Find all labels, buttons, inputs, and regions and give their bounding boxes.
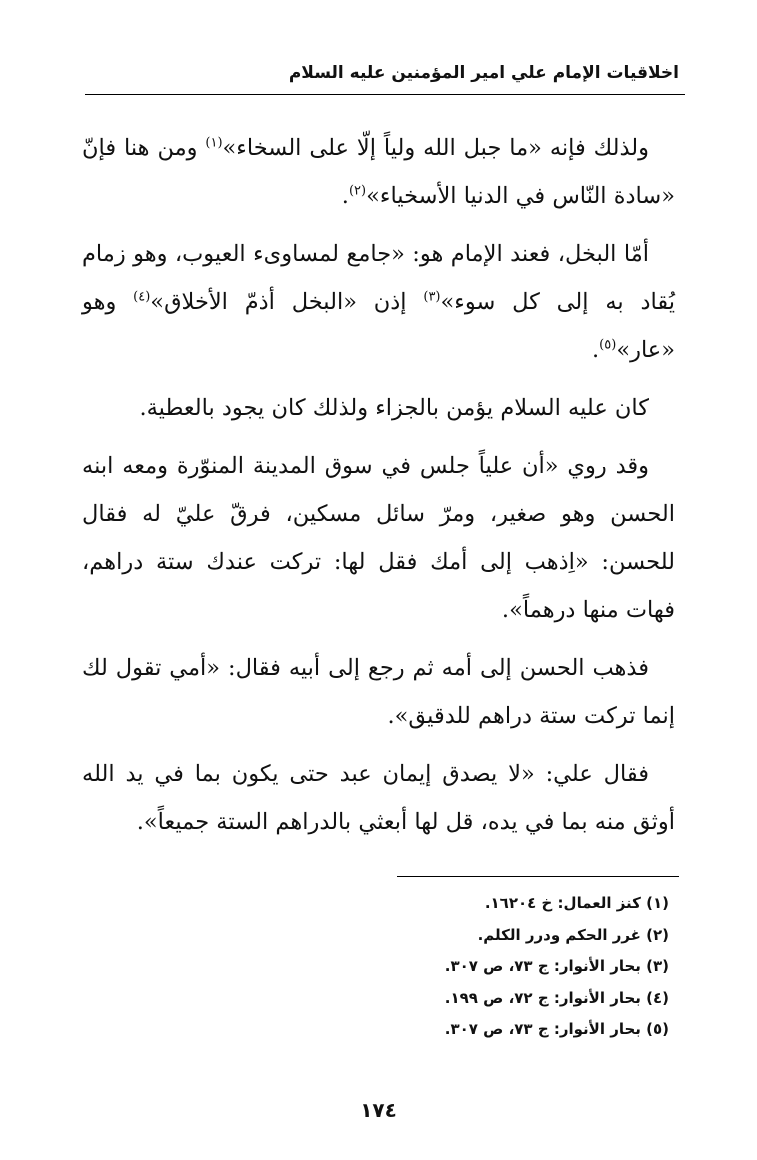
paragraph [82, 230, 675, 374]
paragraph-text: وقد روي «أن علياً جلس في سوق المدينة المنوّرة ومعه ابنه الحسن وهو صغير، ومرّ سائل مسكين، فرقّ عليّ له فقال للحسن: «اِذهب إلى أمك فقل لها: تركت عندك ستة دراهم، فهات منها درهماً». [82, 453, 675, 623]
paragraph [82, 124, 675, 220]
footnote-reference: (١) [205, 135, 223, 151]
paragraph-text: . [592, 337, 600, 363]
paragraph [82, 750, 675, 846]
footnote-reference: (٤) [133, 289, 151, 305]
paragraph [82, 384, 675, 432]
paragraph-text: أمّا البخل، فعند الإمام هو: «جامع لمساوىء العيوب، وهو زمام يُقاد به إلى كل سوء» [82, 241, 675, 315]
footnote-separator [397, 876, 679, 877]
footnote-reference: (٥) [599, 337, 617, 353]
paragraph-text: فقال علي: «لا يصدق إيمان عبد حتى يكون بما في يد الله أوثق منه بما في يده، قل لها أبعثي بالدراهم الستة جميعاً». [82, 761, 675, 835]
footnote-3: (٣) بحار الأنوار: ج ٧٣، ص ٣٠٧. [444, 957, 669, 975]
paragraph-text: إذن «البخل أذمّ الأخلاق» [150, 289, 424, 315]
footnote-reference: (٢) [348, 183, 367, 199]
running-head: اخلاقيات الإمام علي امير المؤمنين عليه السلام [288, 63, 679, 83]
paragraph-text: . [341, 183, 349, 209]
paragraph [82, 442, 675, 634]
paragraph-text: ومن هنا فإنّ «سادة النّاس في الدنيا الأسخياء» [82, 135, 675, 209]
paragraph-text: كان عليه السلام يؤمن بالجزاء ولذلك كان يجود بالعطية. [139, 395, 649, 421]
paragraph [82, 644, 675, 740]
footnote-1: (١) كنز العمال: خ ١٦٢٠٤. [484, 894, 669, 912]
footnote-2: (٢) غرر الحكم ودرر الكلم. [477, 925, 669, 944]
footnote-5: (٥) بحار الأنوار: ج ٧٣، ص ٣٠٧. [444, 1020, 669, 1038]
body-text [82, 124, 675, 856]
paragraph-text: وهو «عار» [82, 289, 675, 363]
page-number: ١٧٤ [360, 1098, 397, 1122]
footnote-4: (٤) بحار الأنوار: ج ٧٢، ص ١٩٩. [444, 988, 669, 1007]
footnote-reference: (٣) [423, 289, 441, 305]
header-rule [85, 94, 685, 95]
paragraph-text: ولذلك فإنه «ما جبل الله ولياً إلّا على السخاء» [222, 135, 649, 161]
paragraph-text: فذهب الحسن إلى أمه ثم رجع إلى أبيه فقال: «أمي تقول لك إنما تركت ستة دراهم للدقيق». [82, 655, 675, 729]
footnotes [300, 888, 669, 1046]
